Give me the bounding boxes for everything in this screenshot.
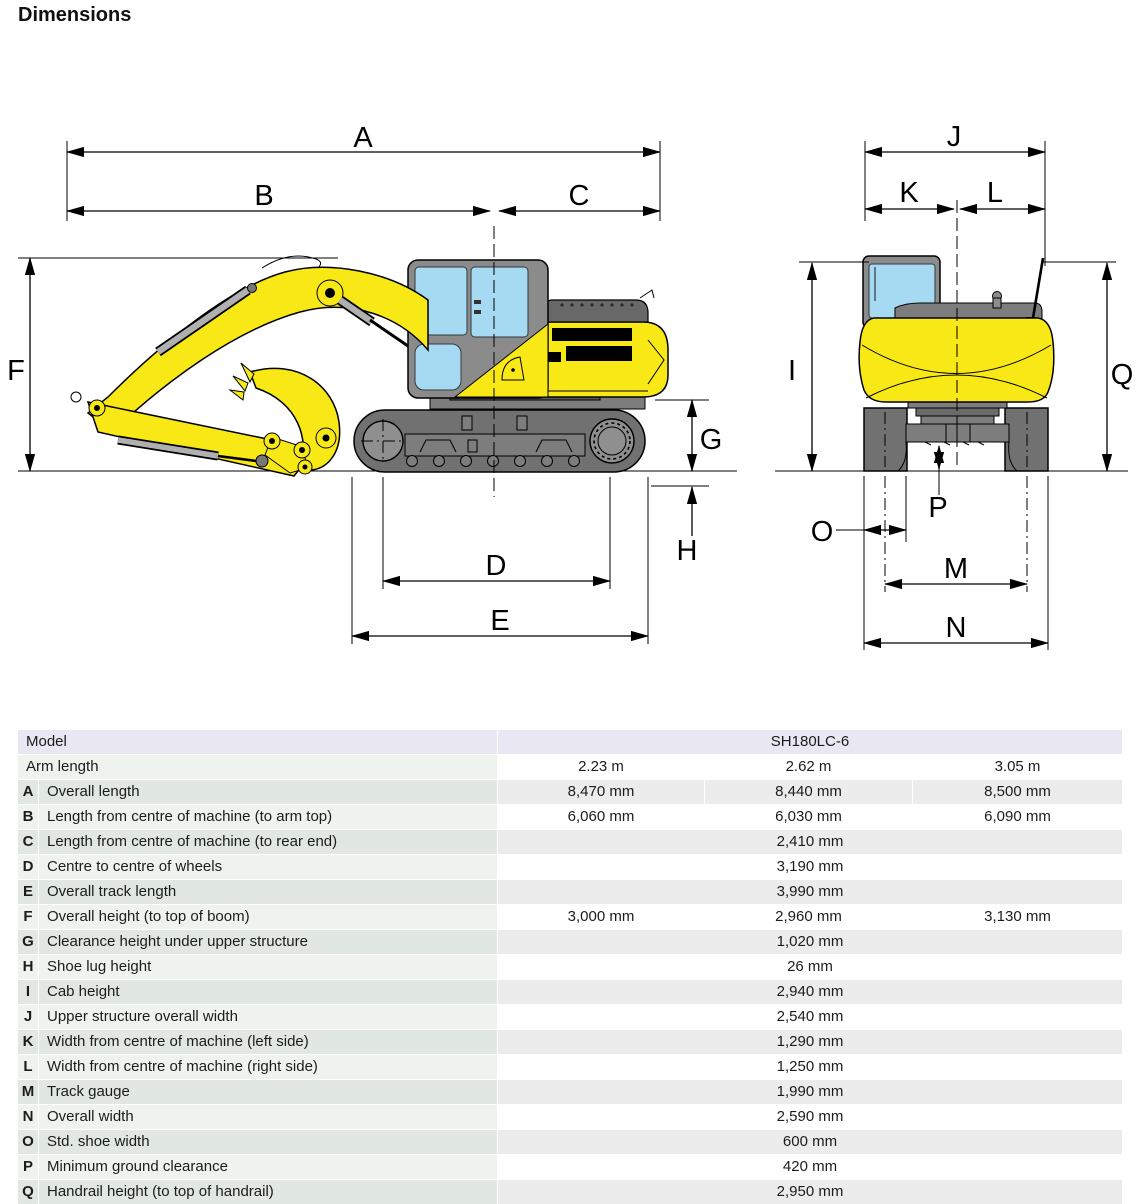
arm-length-value: 3.05 m <box>913 755 1122 779</box>
spec-letter-n: N <box>18 1105 38 1129</box>
spec-letter-c: C <box>18 830 38 854</box>
engine-hood <box>545 300 648 322</box>
arm-length-label: Arm length <box>18 755 497 779</box>
spec-letter-p: P <box>18 1155 38 1179</box>
side-track-assembly <box>354 410 645 472</box>
spec-label-l: Width from centre of machine (right side) <box>39 1055 497 1079</box>
dim-label-p: P <box>928 492 948 524</box>
spec-letter-l: L <box>18 1055 38 1079</box>
spec-label-q: Handrail height (to top of handrail) <box>39 1180 497 1204</box>
page-title: Dimensions <box>18 4 132 26</box>
spec-value-f: 2,960 mm <box>705 905 912 929</box>
spec-letter-q: Q <box>18 1180 38 1204</box>
spec-value-m: 1,990 mm <box>498 1080 1122 1104</box>
spec-label-p: Minimum ground clearance <box>39 1155 497 1179</box>
spec-value-h: 26 mm <box>498 955 1122 979</box>
spec-value-b: 6,030 mm <box>705 805 912 829</box>
spec-label-i: Cab height <box>39 980 497 1004</box>
dim-label-d: D <box>485 550 507 582</box>
spec-letter-e: E <box>18 880 38 904</box>
spec-label-m: Track gauge <box>39 1080 497 1104</box>
spec-value-d: 3,190 mm <box>498 855 1122 879</box>
bucket-tooth <box>233 376 248 391</box>
spec-label-g: Clearance height under upper structure <box>39 930 497 954</box>
spec-value-b: 6,060 mm <box>498 805 704 829</box>
counterweight-rear <box>859 318 1054 402</box>
spec-letter-o: O <box>18 1130 38 1154</box>
spec-label-o: Std. shoe width <box>39 1130 497 1154</box>
spec-value-e: 3,990 mm <box>498 880 1122 904</box>
spec-value-l: 1,250 mm <box>498 1055 1122 1079</box>
spec-value-i: 2,940 mm <box>498 980 1122 1004</box>
spec-label-h: Shoe lug height <box>39 955 497 979</box>
dim-label-l: L <box>986 177 1004 209</box>
spec-letter-m: M <box>18 1080 38 1104</box>
spec-value-c: 2,410 mm <box>498 830 1122 854</box>
dim-label-h: H <box>676 535 698 567</box>
dim-label-b: B <box>254 180 274 212</box>
spec-letter-d: D <box>18 855 38 879</box>
model-header-value: SH180LC-6 <box>498 730 1122 754</box>
dim-label-k: K <box>899 177 919 209</box>
spec-value-a: 8,440 mm <box>705 780 912 804</box>
dim-label-c: C <box>568 180 590 212</box>
spec-label-a: Overall length <box>39 780 497 804</box>
spec-letter-h: H <box>18 955 38 979</box>
dim-label-a: A <box>353 122 373 154</box>
dimensions-table <box>18 730 1122 1204</box>
dim-label-f: F <box>7 355 25 387</box>
spec-label-n: Overall width <box>39 1105 497 1129</box>
spec-value-q: 2,950 mm <box>498 1180 1122 1204</box>
excavator-rear-view <box>775 200 1128 471</box>
spec-value-a: 8,470 mm <box>498 780 704 804</box>
spec-label-c: Length from centre of machine (to rear end) <box>39 830 497 854</box>
spec-label-b: Length from centre of machine (to arm top) <box>39 805 497 829</box>
dim-label-o: O <box>810 516 834 548</box>
model-header-label: Model <box>18 730 497 754</box>
arm-length-value: 2.62 m <box>705 755 912 779</box>
grille-upper <box>552 328 632 341</box>
spec-label-k: Width from centre of machine (left side) <box>39 1030 497 1054</box>
spec-label-j: Upper structure overall width <box>39 1005 497 1029</box>
dim-label-g: G <box>699 424 723 456</box>
spec-value-a: 8,500 mm <box>913 780 1122 804</box>
spec-value-b: 6,090 mm <box>913 805 1122 829</box>
spec-letter-g: G <box>18 930 38 954</box>
grille-lower <box>566 346 632 361</box>
arm-length-value: 2.23 m <box>498 755 704 779</box>
dim-label-j: J <box>946 121 962 153</box>
hood-fin <box>640 290 654 298</box>
decal <box>547 352 561 362</box>
spec-value-j: 2,540 mm <box>498 1005 1122 1029</box>
dim-label-q: Q <box>1110 359 1134 391</box>
spec-letter-k: K <box>18 1030 38 1054</box>
spec-letter-a: A <box>18 780 38 804</box>
spec-value-o: 600 mm <box>498 1130 1122 1154</box>
dimensions-diagram <box>0 100 1140 680</box>
spec-value-g: 1,020 mm <box>498 930 1122 954</box>
dim-label-n: N <box>945 612 967 644</box>
bucket-tooth <box>230 390 244 400</box>
spec-letter-i: I <box>18 980 38 1004</box>
spec-letter-b: B <box>18 805 38 829</box>
cab-side <box>408 260 548 398</box>
spec-label-e: Overall track length <box>39 880 497 904</box>
dim-label-m: M <box>943 553 969 585</box>
cab-lower-window <box>415 344 461 390</box>
dim-label-i: I <box>787 355 797 387</box>
spec-value-f: 3,130 mm <box>913 905 1122 929</box>
spec-value-p: 420 mm <box>498 1155 1122 1179</box>
excavator-side-view <box>18 226 737 497</box>
sprocket-wheel <box>590 419 634 463</box>
dim-label-e: E <box>490 605 510 637</box>
boom <box>88 267 428 432</box>
spec-value-n: 2,590 mm <box>498 1105 1122 1129</box>
spec-value-f: 3,000 mm <box>498 905 704 929</box>
spec-letter-j: J <box>18 1005 38 1029</box>
spec-value-k: 1,290 mm <box>498 1030 1122 1054</box>
spec-label-f: Overall height (to top of boom) <box>39 905 497 929</box>
spec-label-d: Centre to centre of wheels <box>39 855 497 879</box>
spec-letter-f: F <box>18 905 38 929</box>
